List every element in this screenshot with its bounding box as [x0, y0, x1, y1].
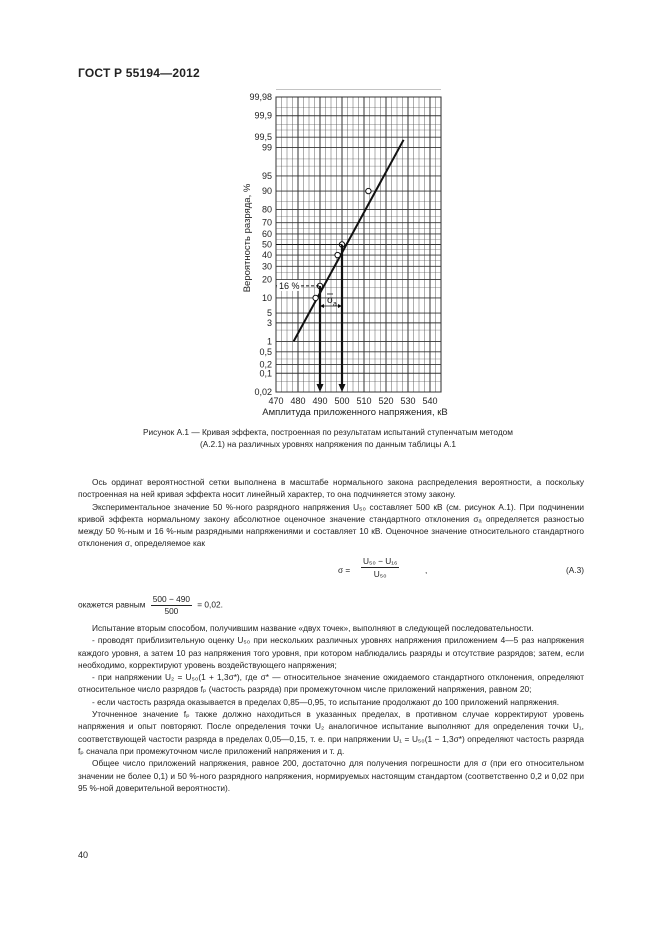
y-tick-label: 10	[261, 292, 272, 303]
drop-arrow-head	[317, 384, 324, 392]
paragraph: - если частость разряда оказывается в пределах 0,85—0,95, то испытание продолжают до 100 приложений напряжения.	[92, 696, 560, 707]
inline-calculation	[78, 594, 584, 617]
paragraph: Уточненное значение fₚ также должно находиться в указанных пределах, в противном случае корректируют уровень напряжения и опыт повторяют. После определения точки U₂ аналогичное испытание выполняют для определения точки U₁, соответствующей частости разряда в пределах 0,05—0,15, т. е. при напряжении U₁ = U₅₀(1 − 1,3σ*) определяют частость разряда fₚ сначала при промежуточном числе приложений напряжения и т. д.	[78, 709, 584, 756]
x-tick-label: 520	[378, 396, 394, 406]
y-tick-label: 70	[261, 217, 272, 228]
figure-caption	[78, 426, 578, 450]
x-tick-label: 470	[268, 396, 284, 406]
y-tick-label: 5	[266, 308, 272, 319]
calc-fraction	[151, 594, 192, 617]
calc-numerator: 500 − 490	[152, 594, 190, 604]
y-tick-label: 99,98	[249, 92, 272, 102]
formula-fraction	[361, 556, 399, 579]
p16-label: 16 %	[279, 280, 300, 291]
paragraph: - проводят приблизительную оценку U₅₀ при нескольких различных уровнях напряжения приложением 4—5 раз напряжения каждого уровня, а затем 10 раз напряжения того уровня, при котором наблюдались разряды и отсутствие разрядов; затем, если необходимо, корректируют уровень воздействующего напряжения;	[78, 635, 584, 670]
x-tick-label: 500	[334, 396, 350, 406]
text-block-2	[78, 622, 584, 794]
document-header: ГОСТ Р 55194—2012	[78, 66, 200, 80]
caption-line-2: (А.2.1) на различных уровнях напряжения по данным таблицы А.1	[199, 439, 457, 449]
calc-prefix: окажется равным	[78, 599, 146, 610]
text-block-1	[78, 476, 584, 550]
formula-number: (А.3)	[566, 565, 584, 575]
y-tick-label: 50	[261, 239, 272, 250]
effect-curve-line	[294, 140, 404, 342]
x-axis-label: Амплитуда приложенного напряжения, кВ	[262, 407, 448, 418]
x-tick-label: 510	[356, 396, 372, 406]
caption-line-1: Рисунок А.1 — Кривая эффекта, построенная по результатам испытаний ступенчатым методом	[143, 427, 513, 437]
formula-a3	[78, 556, 584, 590]
y-axis-label: Вероятность разряда, %	[242, 183, 253, 293]
y-tick-label: 99,9	[254, 110, 272, 121]
y-tick-label: 1	[266, 336, 272, 347]
y-tick-label: 60	[261, 228, 272, 239]
x-tick-label: 480	[290, 396, 306, 406]
paragraph: Экспериментальное значение 50 %-ного разрядного напряжения U₅₀ составляет 500 кВ (см. рисунок А.1). При подчинении кривой эффекта нормальному закону абсолютное оценочное значение стандартного отклонения σₐ определяется разностью между 50 %-ным и 16 %-ным разрядными напряжениями и составляет 10 кВ. Оценочное значение относительного стандартного отклонения σ, определяемое как	[78, 501, 584, 549]
page-number: 40	[78, 850, 89, 860]
x-tick-label: 490	[312, 396, 328, 406]
y-tick-label: 99,5	[254, 132, 272, 143]
data-point	[366, 188, 371, 193]
y-tick-label: 0,2	[259, 359, 272, 370]
y-tick-label: 0,1	[259, 368, 272, 379]
x-tick-labels	[268, 396, 437, 406]
chart-series	[294, 140, 404, 342]
y-tick-label: 20	[261, 274, 272, 285]
probability-chart	[0, 0, 661, 425]
chart-grid	[276, 90, 441, 392]
paragraph: Испытание вторым способом, получившим название «двух точек», выполняют в следующей последовательности.	[92, 623, 534, 633]
calc-result: = 0,02.	[197, 599, 223, 610]
formula-tail: ,	[425, 565, 428, 575]
x-tick-label: 530	[400, 396, 416, 406]
y-tick-label: 80	[261, 204, 272, 215]
y-tick-label: 30	[261, 261, 272, 272]
calc-denominator: 500	[164, 606, 179, 616]
x-tick-label: 540	[422, 396, 438, 406]
y-tick-label: 90	[261, 186, 272, 197]
y-tick-label: 99	[261, 142, 272, 153]
y-tick-label: 40	[261, 250, 272, 261]
paragraph: - при напряжении U₂ = U₅₀(1 + 1,3σ*), где σ* — относительное значение ожидаемого стандартного отклонения, определяют относительное число разрядов fₚ (частость разряда) при промежуточном числе приложений напряжения, равном 20;	[78, 672, 584, 695]
y-tick-label: 0,5	[259, 346, 272, 357]
formula-lhs: σ =	[338, 565, 351, 575]
y-tick-label: 0,02	[254, 387, 272, 397]
sigma-subscript: a	[333, 300, 337, 308]
data-point	[335, 252, 340, 257]
data-point	[313, 295, 318, 300]
paragraph: Ось ординат вероятностной сетки выполнена в масштабе нормального закона распределения вероятности, а поскольку построенная на ней кривая эффекта носит линейный характер, то она подчиняется этому закону.	[78, 477, 584, 500]
formula-numerator: U₅₀ − U₁₆	[363, 556, 398, 566]
paragraph: Общее число приложений напряжения, равное 200, достаточно для получения погрешности для σ (при его относительном значении не более 0,1) и 50 %-ного разрядного напряжения, нормируемых настоящим стандартом (соответственно 0,2 и 0,02 при 95 %-ной доверительной вероятности).	[78, 758, 584, 793]
sigma-label: σ	[327, 294, 334, 306]
y-tick-label: 3	[266, 317, 272, 328]
drop-arrow-head	[339, 384, 346, 392]
formula-denominator: U₅₀	[373, 569, 387, 579]
y-tick-label: 95	[261, 170, 272, 181]
